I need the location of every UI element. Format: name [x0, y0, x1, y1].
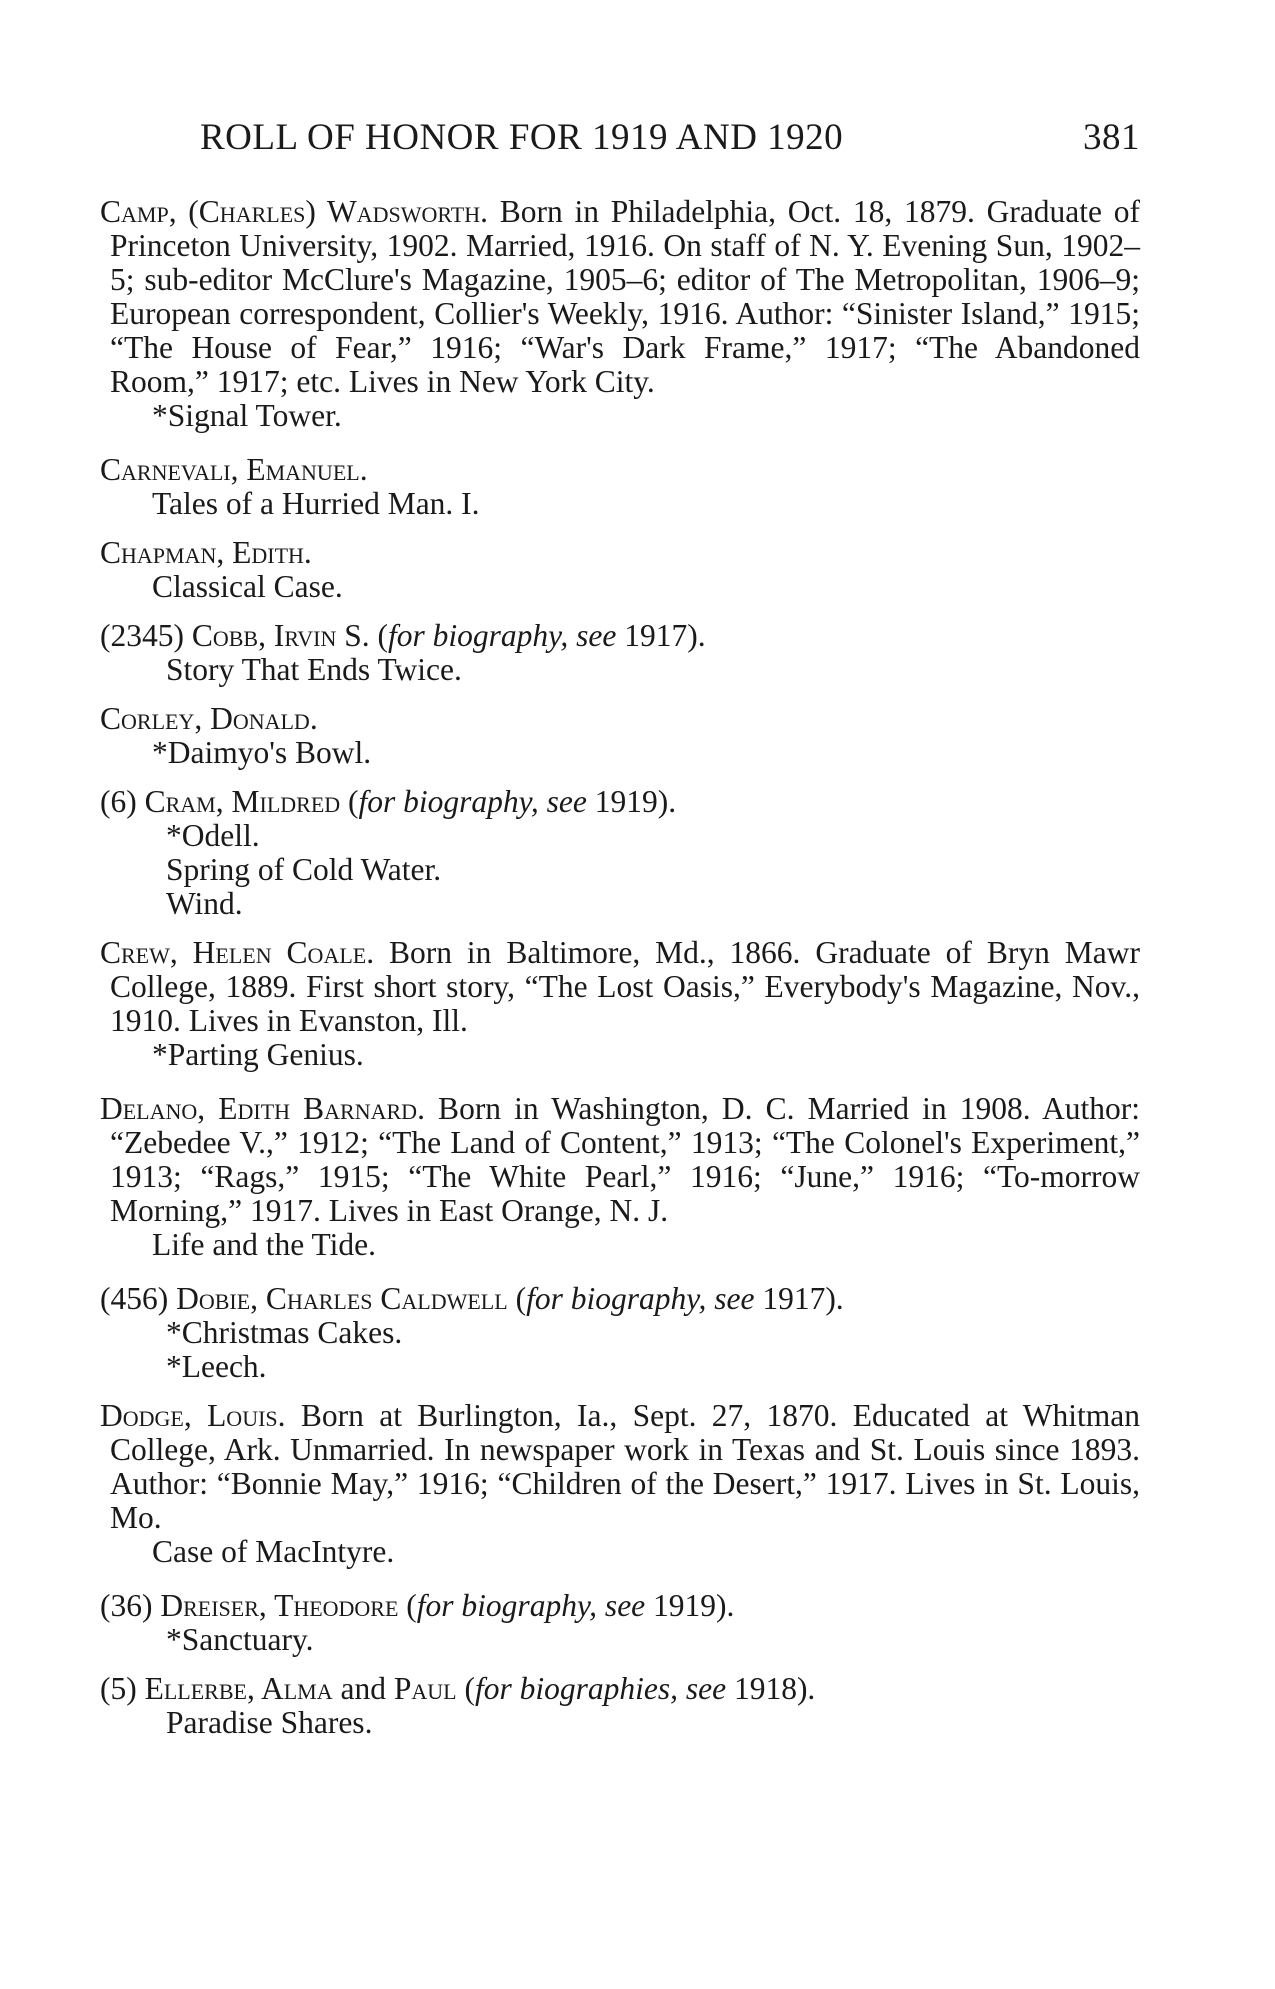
story-title: *Sanctuary.	[166, 1622, 314, 1657]
author-name: Corley, Donald.	[100, 701, 318, 736]
biography-year: 1918).	[733, 1671, 816, 1706]
roll-of-honor-list	[100, 195, 1140, 1755]
author-name: Crew, Helen Coale.	[100, 935, 375, 970]
story-title: *Daimyo's Bowl.	[152, 735, 372, 770]
author-heading	[100, 1399, 1140, 1535]
note-open: (	[377, 618, 389, 653]
author-biography: Born at Burlington, Ia., Sept. 27, 1870. Educated at Whitman College, Ark. Unmarried. In newspaper work in Texas and St. Louis since 1893. Author: “Bonnie May,” 1916; “Children of the Desert,” 1917. Lives in St. Louis, Mo.	[110, 1398, 1140, 1535]
author-entry	[100, 453, 1140, 521]
biography-reference: for biography, see	[416, 1588, 646, 1623]
author-name: Camp, (Charles) Wadsworth.	[100, 194, 488, 229]
author-entry	[100, 195, 1140, 433]
author-name: Cobb, Irvin S.	[191, 618, 370, 653]
story-count-prefix: (5)	[100, 1671, 137, 1706]
story-title: *Parting Genius.	[152, 1037, 364, 1072]
story-title: Wind.	[166, 886, 243, 921]
author-name: Dreiser, Theodore	[160, 1588, 399, 1623]
story-title: *Signal Tower.	[152, 398, 342, 433]
author-heading	[100, 1092, 1140, 1228]
page-number: 381	[1083, 117, 1140, 158]
author-heading	[100, 936, 1140, 1038]
author-heading	[100, 785, 1140, 819]
author-heading	[100, 195, 1140, 399]
author-name: Cram, Mildred	[144, 784, 341, 819]
biography-year: 1919).	[653, 1588, 735, 1623]
biography-year: 1919).	[594, 784, 677, 819]
story-title: *Leech.	[166, 1349, 267, 1384]
author-entry	[100, 1399, 1140, 1569]
author-heading	[100, 1282, 1140, 1316]
author-entry	[100, 785, 1140, 921]
biography-year: 1917).	[624, 618, 706, 653]
story-count-prefix: (456)	[100, 1281, 169, 1316]
story-title: Paradise Shares.	[166, 1705, 373, 1740]
author-entry	[100, 1589, 1140, 1657]
author-biography: Born in Washington, D. C. Married in 1908. Author: “Zebedee V.,” 1912; “The Land of Content,” 1913; “The Colonel's Experiment,” 1913; “Rags,” 1915; “The White Pearl,” 1916; “June,” 1916; “To-morrow Morning,” 1917. Lives in East Orange, N. J.	[110, 1091, 1140, 1228]
author-name: Dobie, Charles Caldwell	[176, 1281, 508, 1316]
author-heading	[100, 702, 1140, 736]
story-count-prefix: (2345)	[100, 618, 184, 653]
author-name: Delano, Edith Barnard.	[100, 1091, 425, 1126]
author-biography: Born in Philadelphia, Oct. 18, 1879. Graduate of Princeton University, 1902. Married, 1916. On staff of N. Y. Evening Sun, 1902–5; sub-editor McClure's Magazine, 1905–6; editor of The Metropolitan, 1906–9; European correspondent, Collier's Weekly, 1916. Author: “Sinister Island,” 1915; “The House of Fear,” 1916; “War's Dark Frame,” 1917; “The Abandoned Room,” 1917; etc. Lives in New York City.	[110, 194, 1140, 399]
story-title: Case of MacIntyre.	[152, 1534, 395, 1569]
author-entry	[100, 536, 1140, 604]
biography-reference: for biographies, see	[474, 1671, 727, 1706]
author-entry	[100, 1092, 1140, 1262]
story-title: Classical Case.	[152, 569, 343, 604]
story-title: *Odell.	[166, 818, 260, 853]
author-heading	[100, 453, 1140, 487]
author-name: Dodge, Louis.	[100, 1398, 286, 1433]
author-name-second: Paul	[393, 1671, 457, 1706]
name-join: and	[332, 1671, 394, 1706]
author-entry	[100, 702, 1140, 770]
author-heading	[100, 536, 1140, 570]
story-title: Life and the Tide.	[152, 1227, 376, 1262]
page-title: ROLL OF HONOR FOR 1919 AND 1920	[200, 117, 844, 158]
author-entry	[100, 936, 1140, 1072]
biography-reference: for biography, see	[388, 618, 617, 653]
biography-reference: for biography, see	[526, 1281, 755, 1316]
story-title: *Christmas Cakes.	[166, 1315, 403, 1350]
note-open: (	[406, 1588, 417, 1623]
story-title: Story That Ends Twice.	[166, 652, 462, 687]
author-entry	[100, 619, 1140, 687]
author-name: Carnevali, Emanuel.	[100, 452, 368, 487]
story-count-prefix: (6)	[100, 784, 137, 819]
author-heading	[100, 1672, 1140, 1706]
story-title: Spring of Cold Water.	[166, 852, 442, 887]
biography-reference: for biography, see	[358, 784, 587, 819]
author-name: Chapman, Edith.	[100, 535, 312, 570]
note-open: (	[348, 784, 359, 819]
note-open: (	[464, 1671, 475, 1706]
biography-year: 1917).	[762, 1281, 844, 1316]
author-heading	[100, 1589, 1140, 1623]
story-count-prefix: (36)	[100, 1588, 153, 1623]
author-name: Ellerbe, Alma	[144, 1671, 333, 1706]
author-entry	[100, 1672, 1140, 1740]
author-heading	[100, 619, 1140, 653]
note-open: (	[515, 1281, 527, 1316]
story-title: Tales of a Hurried Man. I.	[152, 486, 480, 521]
author-entry	[100, 1282, 1140, 1384]
author-biography: Born in Baltimore, Md., 1866. Graduate of Bryn Mawr College, 1889. First short story, “The Lost Oasis,” Everybody's Magazine, Nov., 1910. Lives in Evanston, Ill.	[110, 935, 1140, 1038]
